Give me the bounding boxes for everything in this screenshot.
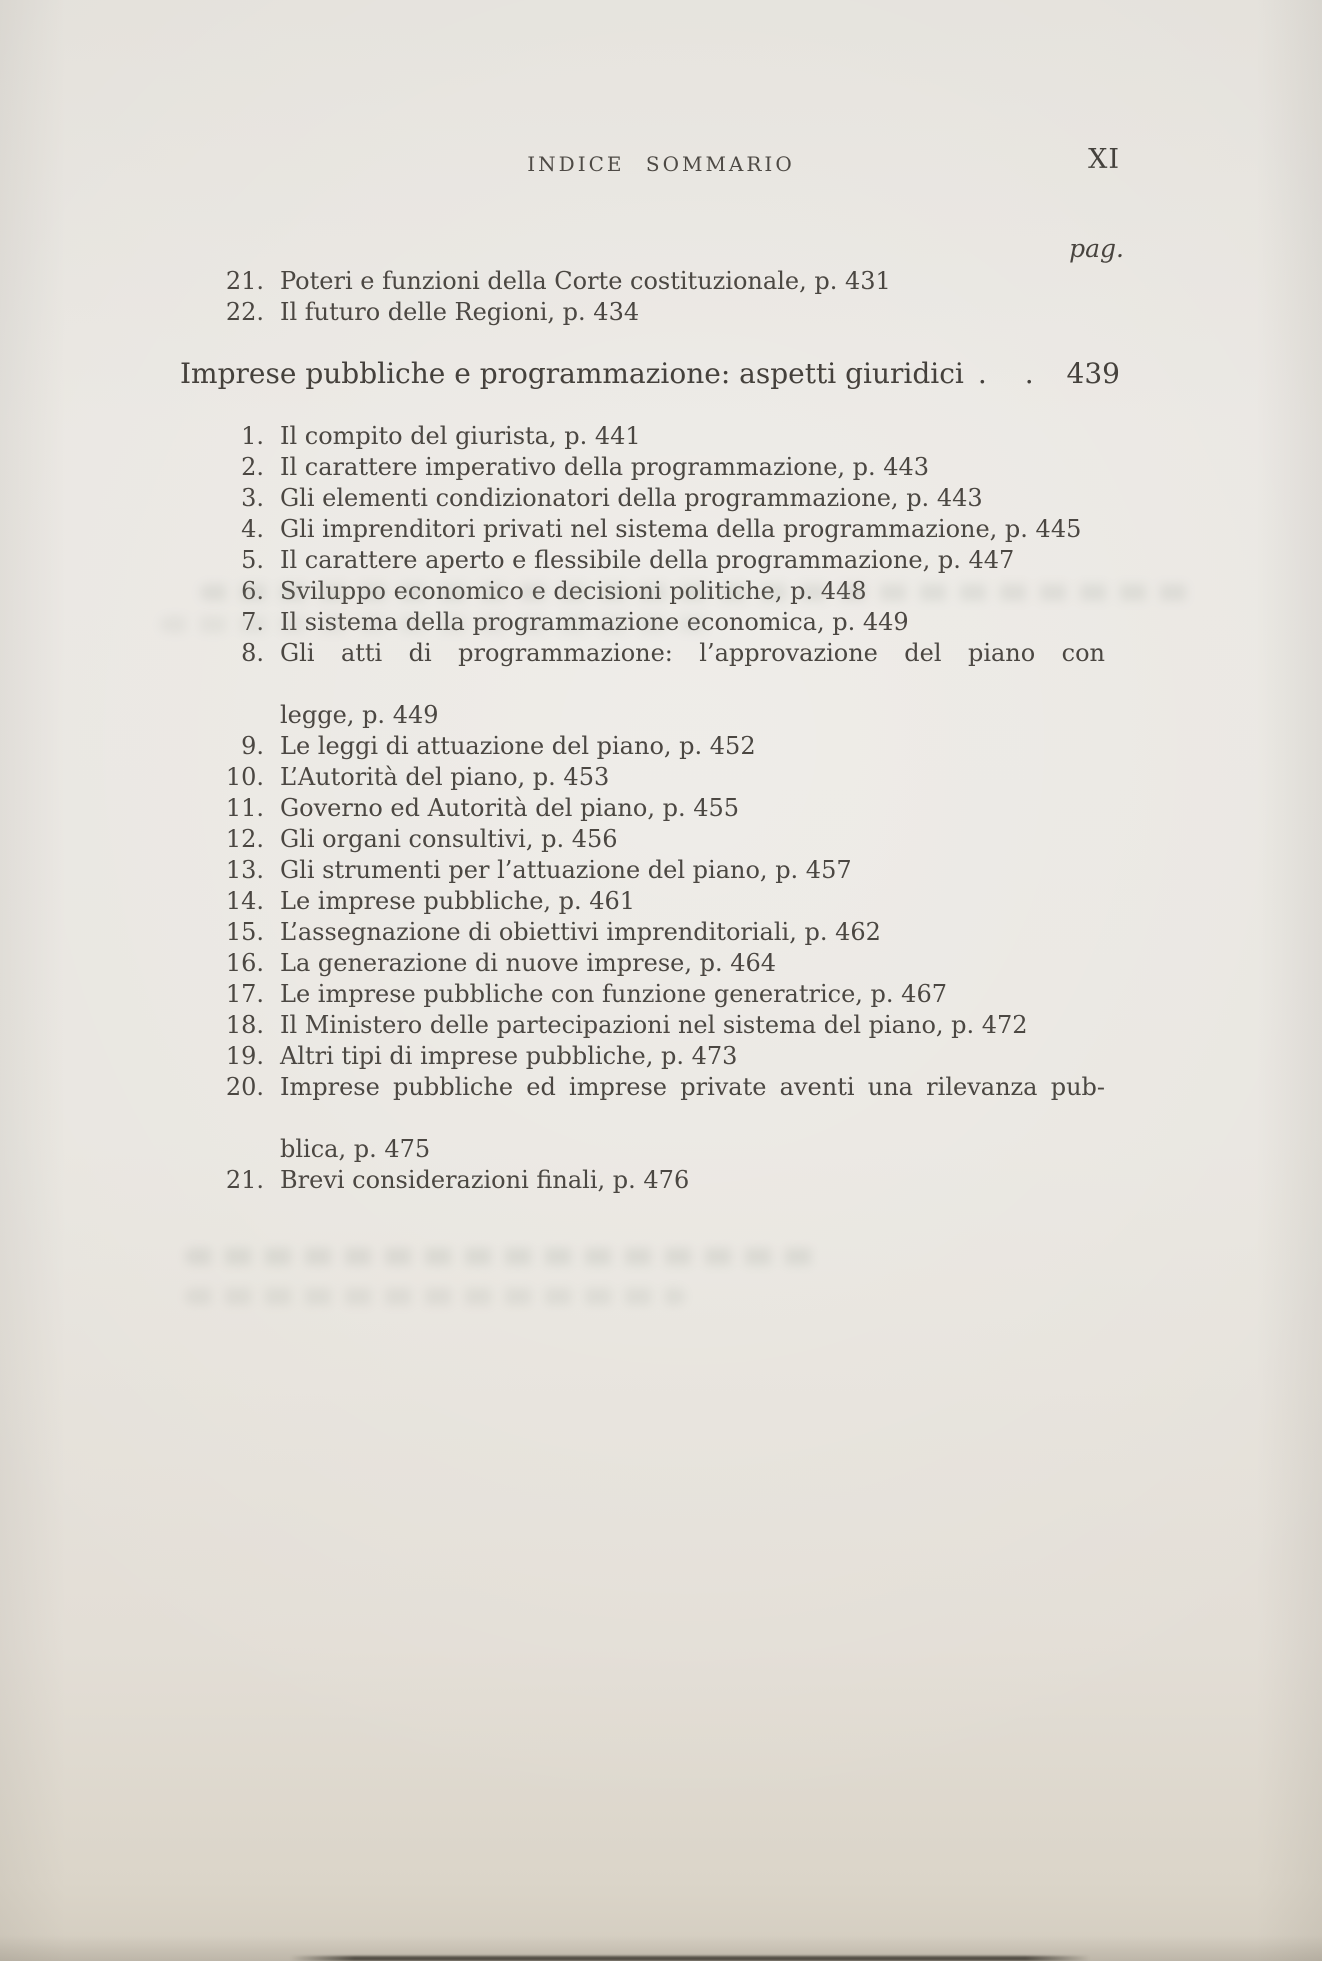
toc-entry-number: 17. [225, 980, 264, 1008]
toc-entry-text: Il Ministero delle partecipazioni nel sistema del piano, p. 472 [280, 1011, 1028, 1039]
toc-entry-number: 15. [225, 918, 264, 946]
toc-entry-text: Gli elementi condizionatori della programmazione, p. 443 [280, 484, 983, 512]
leader-dot: . [977, 357, 987, 390]
toc-entry-number: 3. [241, 484, 264, 512]
toc-entry [180, 1010, 1135, 1041]
toc-entry-text: Il carattere aperto e flessibile della programmazione, p. 447 [280, 546, 1015, 574]
toc-entry-number: 10. [225, 763, 264, 791]
toc-entry [180, 979, 1135, 1010]
toc-entry-text: Le imprese pubbliche, p. 461 [280, 887, 636, 915]
toc-entry [180, 855, 1135, 886]
toc-entry [180, 1165, 1135, 1196]
toc-entry [180, 824, 1135, 855]
toc-entry [180, 886, 1135, 917]
page-bottom-edge [290, 1956, 1090, 1961]
toc-entry-text: Il sistema della programmazione economica, p. 449 [280, 608, 909, 636]
toc-entry-number: 8. [241, 639, 264, 667]
toc-entry [180, 514, 1135, 545]
toc-entry-text: Gli atti di programmazione: l’approvazione del piano con legge, p. 449 [280, 639, 1105, 729]
toc-entry-text: L’assegnazione di obiettivi imprenditoriali, p. 462 [280, 918, 881, 946]
toc-entry-number: 19. [225, 1042, 264, 1070]
toc-entry-text: Le imprese pubbliche con funzione generatrice, p. 467 [280, 980, 947, 1008]
pag-column-label: pag. [1069, 234, 1124, 263]
toc-entry-number: 18. [225, 1011, 264, 1039]
toc-entry-number: 5. [241, 546, 264, 574]
toc-entry [180, 948, 1135, 979]
toc-entry-text: Gli imprenditori privati nel sistema della programmazione, p. 445 [280, 515, 1082, 543]
toc-entry [180, 266, 1135, 297]
toc-entry-number: 21. [225, 1166, 264, 1194]
previous-section-items [180, 266, 1135, 328]
toc-entry [180, 731, 1135, 762]
toc-entry-number: 16. [225, 949, 264, 977]
toc-entry-number: 21. [225, 267, 264, 295]
page-number-folio: XI [1088, 144, 1120, 175]
toc-entry [180, 1072, 1135, 1165]
toc-entry-text: Le leggi di attuazione del piano, p. 452 [280, 732, 756, 760]
toc-entry [180, 762, 1135, 793]
toc-entry-number: 14. [225, 887, 264, 915]
toc-entry [180, 545, 1135, 576]
toc-entry-text: Imprese pubbliche ed imprese private aventi una rilevanza pub- blica, p. 475 [280, 1073, 1105, 1163]
toc-entry [180, 297, 1135, 328]
toc-entry-number: 11. [225, 794, 264, 822]
bleed-through-smudge [160, 616, 720, 633]
toc-entry-text: Sviluppo economico e decisioni politiche, p. 448 [280, 577, 867, 605]
toc-entry [180, 452, 1135, 483]
toc-entry-text: Il futuro delle Regioni, p. 434 [280, 298, 640, 326]
section-page-number: 439 [1066, 357, 1120, 390]
toc-entry [180, 1041, 1135, 1072]
section-items [180, 421, 1135, 1196]
toc-entry-text: Gli strumenti per l’attuazione del piano, p. 457 [280, 856, 852, 884]
toc-entry-number: 4. [241, 515, 264, 543]
toc-entry [180, 483, 1135, 514]
toc-entry-number: 6. [241, 577, 264, 605]
toc-entry-text: Altri tipi di imprese pubbliche, p. 473 [280, 1042, 738, 1070]
toc-entry [180, 638, 1135, 731]
bleed-through-smudge [185, 1248, 825, 1265]
toc-entry-number: 20. [225, 1073, 264, 1101]
toc-entry-number: 12. [225, 825, 264, 853]
toc-entry-text: L’Autorità del piano, p. 453 [280, 763, 610, 791]
toc-entry-text: Il carattere imperativo della programmazione, p. 443 [280, 453, 930, 481]
toc-entry [180, 793, 1135, 824]
bleed-through-smudge [200, 584, 1190, 601]
toc-entry-number: 7. [241, 608, 264, 636]
toc-entry-text: Il compito del giurista, p. 441 [280, 422, 641, 450]
toc-entry-number: 9. [241, 732, 264, 760]
toc-entry-number: 1. [241, 422, 264, 450]
toc-entry-text: Governo ed Autorità del piano, p. 455 [280, 794, 740, 822]
toc-entry-number: 13. [225, 856, 264, 884]
toc-entry-text: Brevi considerazioni finali, p. 476 [280, 1166, 690, 1194]
toc-entry-text: La generazione di nuove imprese, p. 464 [280, 949, 777, 977]
toc-entry [180, 917, 1135, 948]
toc-entry-text: Gli organi consultivi, p. 456 [280, 825, 618, 853]
leader-dot: . [1024, 357, 1034, 390]
bleed-through-smudge [185, 1288, 685, 1305]
toc-entry-text: Poteri e funzioni della Corte costituzionale, p. 431 [280, 267, 891, 295]
page-header: INDICE SOMMARIO [527, 152, 795, 176]
section-heading [180, 356, 1120, 392]
toc-entry-number: 2. [241, 453, 264, 481]
section-title: Imprese pubbliche e programmazione: aspetti giuridici [180, 357, 964, 390]
toc-entry-number: 22. [225, 298, 264, 326]
toc-entry [180, 421, 1135, 452]
